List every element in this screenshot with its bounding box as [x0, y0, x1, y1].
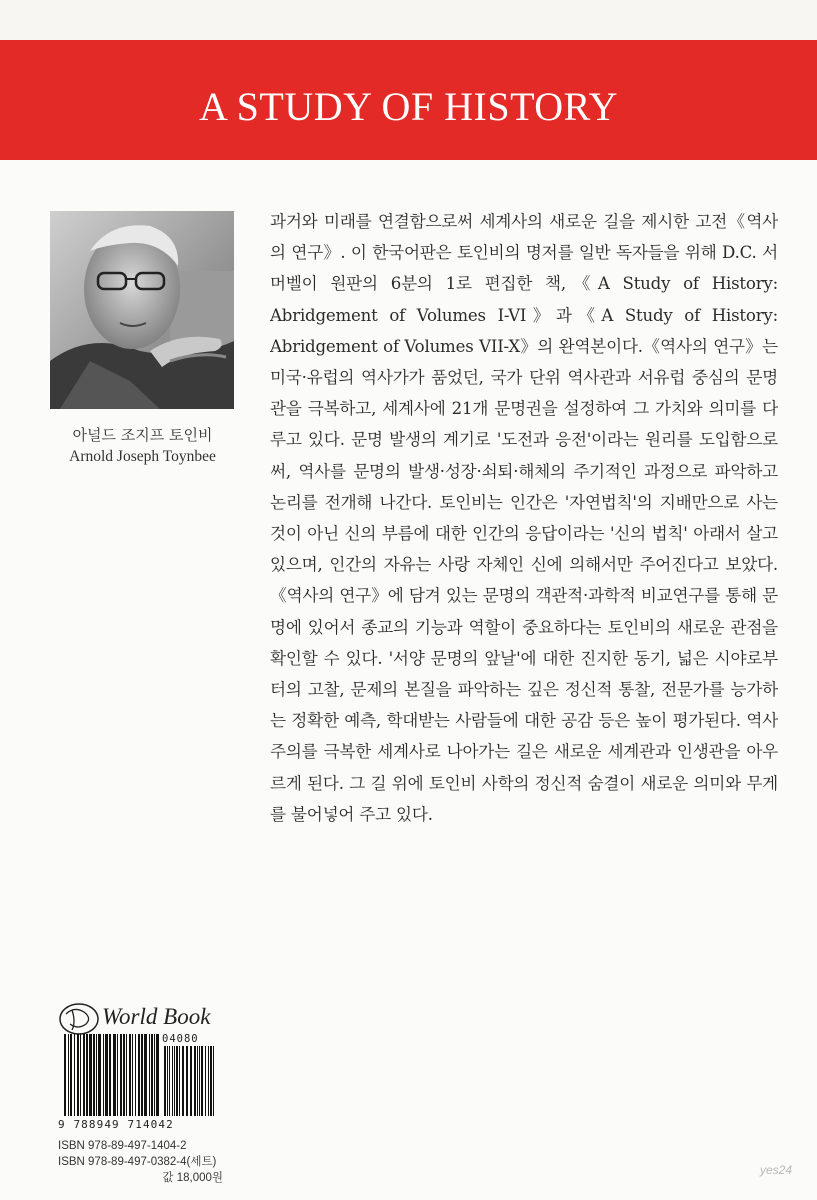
- barcode-addon-number: 04080: [162, 1033, 199, 1045]
- author-photo: [50, 211, 234, 409]
- top-margin: [0, 0, 817, 40]
- isbn-line-1: ISBN 978-89-497-1404-2: [58, 1140, 187, 1152]
- price: 값 18,000원: [162, 1172, 223, 1184]
- isbn-block: [58, 1138, 233, 1186]
- book-title: A STUDY OF HISTORY: [198, 83, 619, 129]
- author-caption: [30, 424, 255, 468]
- author-name-english: Arnold Joseph Toynbee: [69, 448, 216, 465]
- isbn-line-2: ISBN 978-89-497-0382-4(세트): [58, 1156, 217, 1168]
- author-name-korean: 아널드 조지프 토인비: [72, 426, 213, 444]
- watermark: yes24: [760, 1163, 793, 1177]
- barcode-digits: 9 788949 714042: [58, 1118, 174, 1131]
- publisher-name: World Book: [102, 1004, 211, 1029]
- book-description: 과거와 미래를 연결함으로써 세계사의 새로운 길을 제시한 고전《역사의 연구》. 이 한국어판은 토인비의 명저를 일반 독자들을 위해 D.C. 서머벨이 원판의 6분의 1로 편집한 책,《A Study of History: Abridgement of Volumes I-VI》과《A Study of History: Abridgement of Volumes VII-X》의 완역본이다.《역사의 연구》는 미국·유럽의 역사가가 품었던, 국가 단위 역사관과 서유럽 중심의 문명관을 극복하고, 세계사에 21개 문명권을 설정하여 그 가치와 의미를 다루고 있다. 문명 발생의 계기로 '도전과 응전'이라는 원리를 도입함으로써, 역사를 문명의 발생·성장·쇠퇴·해체의 주기적인 과정으로 파악하고 논리를 전개해 나간다. 토인비는 인간은 '자연법칙'의 지배만으로 사는 것이 아닌 신의 부름에 대한 인간의 응답이라는 '신의 법칙' 아래서 살고 있으며, 인간의 자유는 사랑 자체인 신에 의해서만 주어진다고 보았다.《역사의 연구》에 담겨 있는 문명의 객관적·과학적 비교연구를 통해 문명에 있어서 종교의 기능과 역할이 중요하다는 토인비의 새로운 관점을 확인할 수 있다. '서양 문명의 앞날'에 대한 진지한 동기, 넓은 시야로부터의 고찰, 문제의 본질을 파악하는 깊은 정신적 통찰, 전문가를 능가하는 정확한 예측, 학대받는 사람들에 대한 공감 등은 높이 평가된다. 역사주의를 극복한 세계사로 나아가는 길은 새로운 세계관과 인생관을 아우르게 된다. 그 길 위에 토인비 사학의 정신적 숨결이 새로운 의미와 무게를 불어넣어 주고 있다.: [270, 212, 778, 824]
- publisher-logo: [58, 1002, 228, 1036]
- title-banner: [0, 40, 817, 160]
- world-book-logo-icon: [58, 1002, 100, 1036]
